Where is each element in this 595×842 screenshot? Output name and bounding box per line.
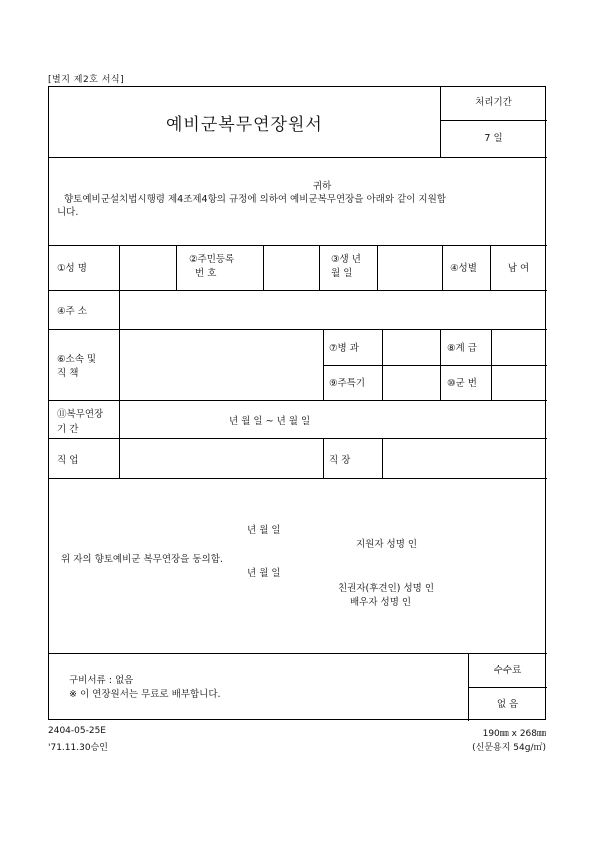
free-distribution-note: ※ 이 연장원서는 무료로 배부합니다. (69, 689, 221, 700)
name-label: ①성 명 (57, 263, 87, 274)
form-number-label: [별지 제2호 서식] (48, 75, 125, 85)
processing-period-label: 처리기간 (475, 97, 512, 108)
gender-options: 남 여 (507, 263, 530, 274)
consent-statement: 위 자의 향토예비군 복무연장을 동의함. (61, 554, 223, 565)
workplace-label: 직 장 (329, 455, 351, 466)
approval-date: '71.11.30승인 (48, 743, 108, 753)
rrn-label-line1: ②주민등록 (189, 254, 235, 265)
processing-period-value: 7 일 (484, 133, 503, 144)
intro-text-line1: 향토예비군설치법시행령 제4조제4항의 규정에 의하여 예비군복무연장을 아래와 같이 지원합 (64, 194, 446, 205)
fee-value: 없 음 (496, 699, 519, 710)
addressee-text: 귀하 (313, 181, 332, 192)
birth-label-line1: ③생 년 (331, 254, 361, 265)
rank-label: ⑧계 급 (447, 343, 477, 354)
form-title: 예비군복무연장원서 (166, 115, 323, 135)
branch-label: ⑦병 과 (329, 343, 359, 354)
rrn-label-line2: 번 호 (195, 268, 217, 279)
address-label: ④주 소 (57, 306, 87, 317)
fee-label: 수수료 (493, 665, 522, 676)
period-label-line2: 기 간 (57, 424, 79, 435)
declaration-date1: 년 월 일 (247, 525, 281, 536)
required-documents: 구비서류 : 없음 (69, 675, 134, 686)
job-label: 직 업 (57, 455, 79, 466)
specialty-label: ⑨주특기 (329, 378, 366, 389)
guardian-signature-line: 친권자(후견인) 성명 인 (338, 583, 435, 594)
birth-label-line2: 월 일 (331, 268, 353, 279)
paper-size: 190㎜ x 268㎜ (482, 729, 546, 739)
application-form (48, 86, 546, 720)
paper-type: (신문용지 54g/㎡) (472, 743, 546, 753)
period-value: 년 월 일 ~ 년 월 일 (229, 416, 311, 427)
applicant-signature-line: 지원자 성명 인 (356, 539, 418, 550)
spouse-signature-line: 배우자 성명 인 (350, 597, 412, 608)
intro-text-line2: 니다. (57, 207, 79, 218)
period-label-line1: ⑪복무연장 (57, 409, 104, 420)
gender-label: ④성별 (450, 263, 477, 274)
declaration-date2: 년 월 일 (247, 568, 281, 579)
affiliation-label-line1: ⑥소속 및 (57, 354, 97, 365)
form-code: 2404-05-25E (48, 726, 106, 736)
service-number-label: ⑩군 번 (447, 378, 477, 389)
affiliation-label-line2: 직 책 (57, 368, 79, 379)
